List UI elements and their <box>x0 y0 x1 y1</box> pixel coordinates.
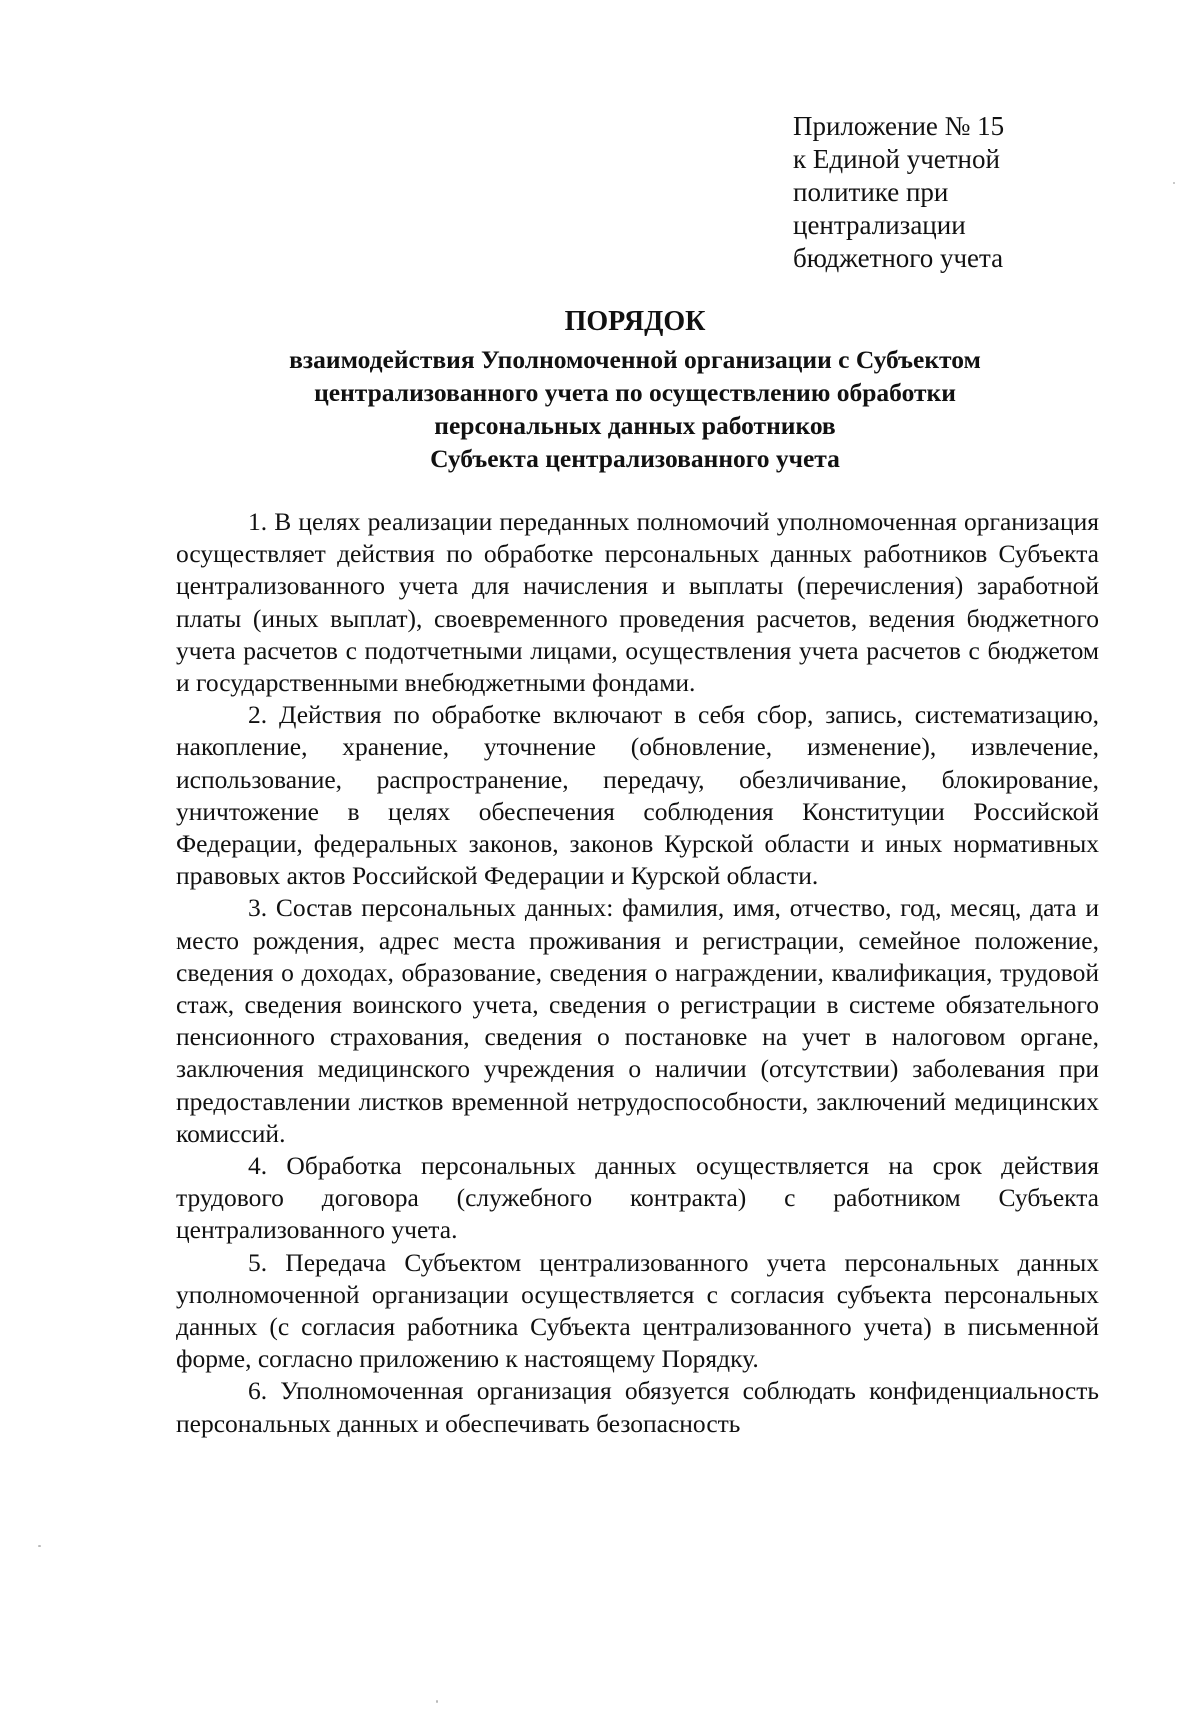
scan-speck <box>38 1545 41 1547</box>
appendix-line: бюджетного учета <box>793 243 1004 273</box>
title-line: централизованного учета по осуществлению обработки <box>314 378 956 407</box>
scan-speck <box>1173 182 1175 184</box>
paragraph-5: 5. Передача Субъектом централизованного учета персональных данных уполномоченной организации осуществляется с согласия субъекта персональных данных (с согласия работника Субъекта централизованного учета) в письменной форме, согласно приложению к настоящему Порядку. <box>176 1247 1099 1374</box>
title-line: взаимодействия Уполномоченной организации с Субъектом <box>289 345 981 374</box>
paragraph-6: 6. Уполномоченная организация обязуется соблюдать конфиденциальность персональных данных и обеспечивать безопасность <box>176 1376 1099 1438</box>
appendix-line: к Единой учетной <box>793 144 1000 174</box>
document-body <box>176 506 1099 1440</box>
appendix-line: политике при <box>793 177 949 207</box>
appendix-line: централизации <box>793 210 966 240</box>
scan-speck <box>436 1700 438 1703</box>
title-line: Субъекта централизованного учета <box>430 444 840 473</box>
paragraph-2: 2. Действия по обработке включают в себя сбор, запись, систематизацию, накопление, хранение, уточнение (обновление, изменение), извлечение, использование, распространение, передачу, обезличивание, блокирование, уничтожение в целях обеспечения соблюдения Конституции Российской Федерации, федеральных законов, законов Курской области и иных нормативных правовых актов Российской Федерации и Курской области. <box>176 700 1099 891</box>
paragraph-3: 3. Состав персональных данных: фамилия, имя, отчество, год, месяц, дата и место рождения, адрес места проживания и регистрации, семейное положение, сведения о доходах, образование, сведения о награждении, квалификация, трудовой стаж, сведения воинского учета, сведения о регистрации в системе обязательного пенсионного страхования, сведения о постановке на учет в налоговом органе, заключения медицинского учреждения о наличии (отсутствии) заболевания при предоставлении листков временной нетрудоспособности, заключений медицинских комиссий. <box>176 893 1099 1148</box>
appendix-note <box>793 110 1093 275</box>
paragraph-4: 4. Обработка персональных данных осуществляется на срок действия трудового договора (служебного контракта) с работником Субъекта централизованного учета. <box>176 1151 1099 1245</box>
title-main: ПОРЯДОК <box>564 306 706 337</box>
paragraph-1: 1. В целях реализации переданных полномочий уполномоченная организация осуществляет действия по обработке персональных данных работников Субъекта централизованного учета для начисления и выплаты (перечисления) заработной платы (иных выплат), своевременного проведения расчетов, ведения бюджетного учета расчетов с подотчетными лицами, осуществления учета расчетов с бюджетом и государственными внебюджетными фондами. <box>176 507 1099 698</box>
appendix-line: Приложение № 15 <box>793 111 1005 141</box>
title-line: персональных данных работников <box>434 411 836 440</box>
document-title <box>170 305 1100 475</box>
